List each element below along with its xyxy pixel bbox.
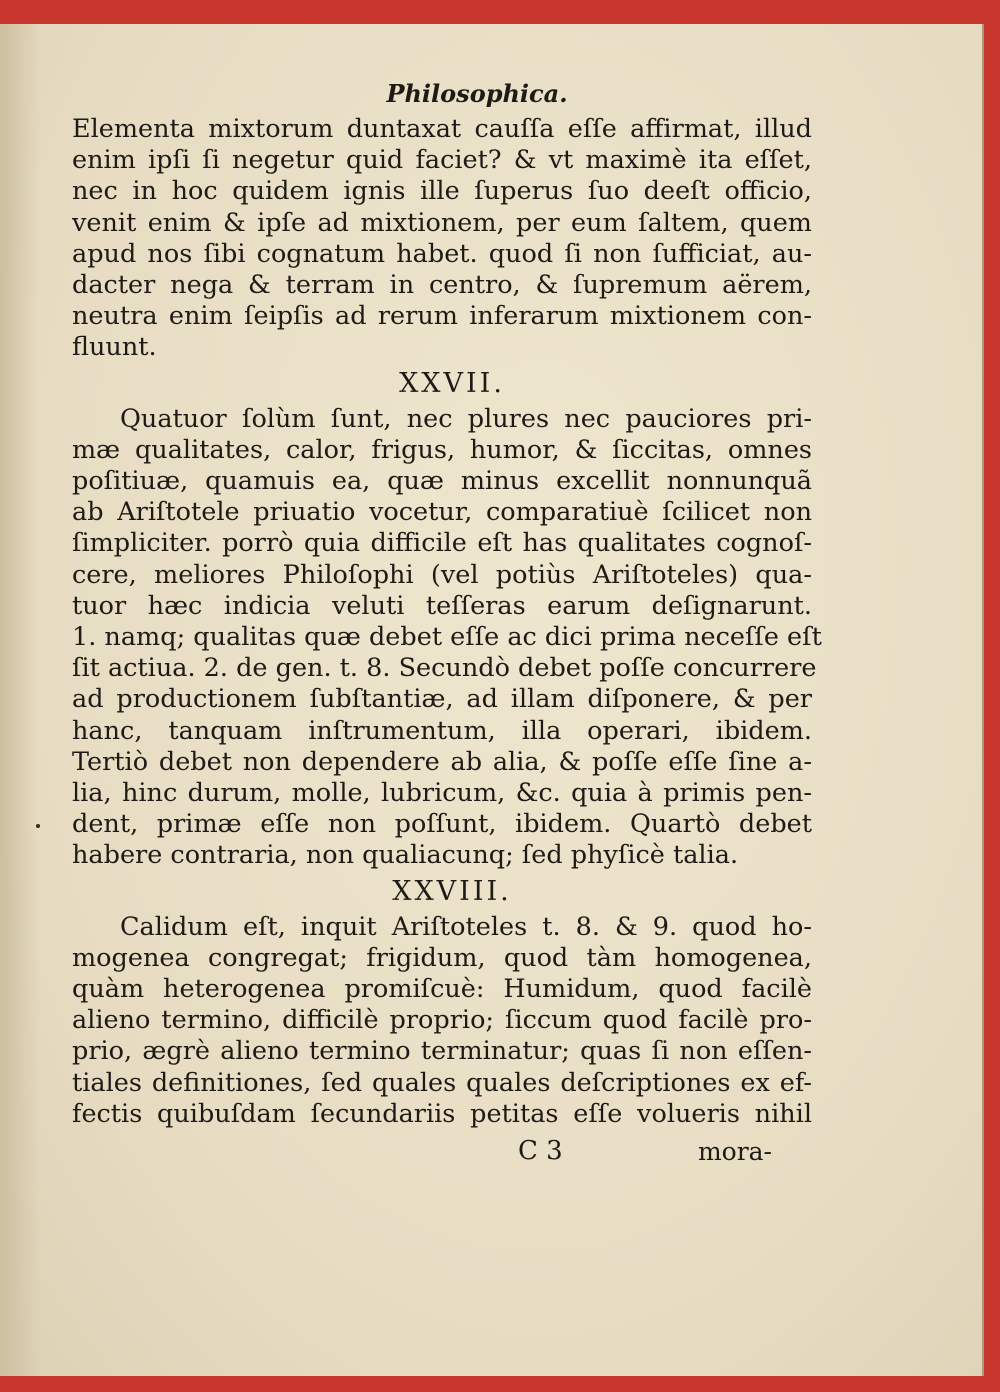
page-footer <box>72 1136 812 1176</box>
catchword: mora- <box>697 1137 772 1167</box>
text-line: tiales definitiones, ſed quales quales deſcriptiones ex ef- <box>72 1067 812 1098</box>
text-line: Calidum eſt, inquit Ariſtoteles t. 8. & 9. quod ho- <box>120 911 812 942</box>
text-line: quàm heterogenea promiſcuè: Humidum, quod facilè <box>72 974 812 1005</box>
text-line: nec in hoc quidem ignis ille ſuperus ſuo deeſt officio, <box>72 176 812 207</box>
text-line: cere, meliores Philoſophi (vel potiùs Ariſtoteles) qua- <box>72 559 812 590</box>
text-line: dent, primæ eſſe non poſſunt, ibidem. Quartò debet <box>72 809 812 840</box>
text-line: prio, ægrè alieno termino terminatur; quas ſi non eſſen- <box>72 1036 812 1067</box>
section-heading-xxviii: XXVIII. <box>392 875 512 907</box>
section-heading-xxvii: XXVII. <box>399 367 505 399</box>
text-line: poſitiuæ, quamuis ea, quæ minus excellit nonnunquã <box>72 466 812 497</box>
book-page <box>0 24 984 1376</box>
running-head: Philosophica. <box>386 79 568 108</box>
page-text-block <box>72 74 822 1176</box>
text-line: habere contraria, non qualiacunq; ſed phyſicè talia. <box>72 840 739 871</box>
text-line: hanc, tanquam inſtrumentum, illa operari, ibidem. <box>72 715 812 746</box>
text-line: fectis quibuſdam ſecundariis petitas eſſe volueris nihil <box>72 1098 812 1129</box>
text-line: tuor hæc indicia veluti teſſeras earum deſignarunt. <box>72 590 812 621</box>
text-line: mogenea congregat; frigidum, quod tàm homogenea, <box>72 942 812 973</box>
text-line: 1. namq; qualitas quæ debet eſſe ac dici prima neceſſe eſt <box>72 622 822 653</box>
text-line: alieno termino, difficilè proprio; ſiccum quod facilè pro- <box>72 1005 812 1036</box>
text-line: ab Ariſtotele priuatio vocetur, comparatiuè ſcilicet non <box>72 497 812 528</box>
ink-speck <box>36 824 40 828</box>
signature-mark: C 3 <box>518 1136 563 1167</box>
text-line: neutra enim ſeipſis ad rerum inferarum mixtionem con- <box>72 301 812 332</box>
text-line: dacter nega & terram in centro, & ſupremum aërem, <box>72 270 812 301</box>
paragraph-2 <box>72 403 822 872</box>
text-line: apud nos ſibi cognatum habet. quod ſi non ſufficiat, au- <box>72 238 812 269</box>
text-line: Quatuor ſolùm ſunt, nec plures nec pauciores pri- <box>120 403 812 434</box>
text-line: mæ qualitates, calor, frigus, humor, & ſiccitas, omnes <box>72 434 812 465</box>
text-line: Elementa mixtorum duntaxat cauſſa eſſe affirmat, illud <box>72 114 812 144</box>
text-line: ad productionem ſubſtantiæ, ad illam diſponere, & per <box>72 684 812 715</box>
paragraph-3 <box>72 912 812 1130</box>
text-line: lia, hinc durum, molle, lubricum, &c. quia à primis pen- <box>72 778 812 809</box>
text-line: fluunt. <box>72 332 157 363</box>
text-line: ſit actiua. 2. de gen. t. 8. Secundò debet poſſe concurrere <box>72 653 817 684</box>
text-line: ſimpliciter. porrò quia difficile eſt has qualitates cognoſ- <box>72 528 812 559</box>
text-line: Tertiò debet non dependere ab alia, & poſſe eſſe ſine a- <box>72 746 812 777</box>
paragraph-1 <box>72 114 812 364</box>
page-gutter-shadow <box>0 24 40 1376</box>
text-line: enim ipſi ſi negetur quid faciet? & vt maximè ita eſſet, <box>72 145 812 176</box>
text-line: venit enim & ipſe ad mixtionem, per eum ſaltem, quem <box>72 207 812 238</box>
